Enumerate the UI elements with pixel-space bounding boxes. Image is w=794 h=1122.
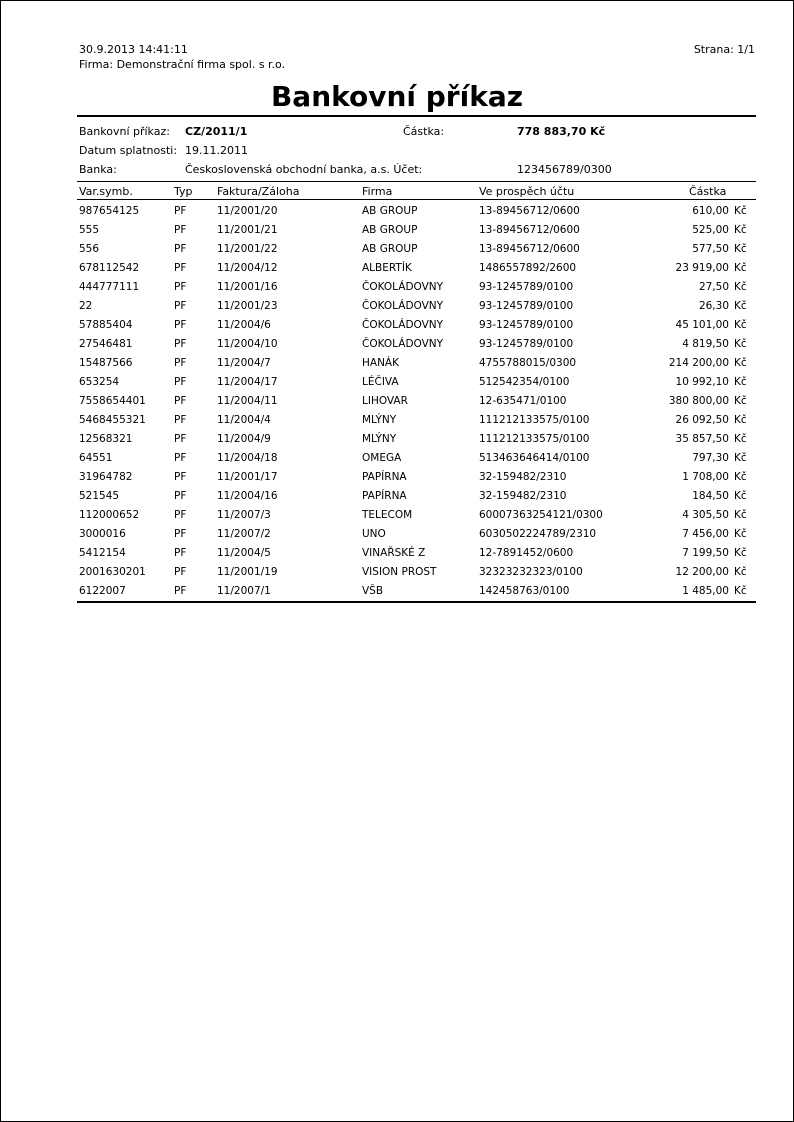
cell-invoice: 11/2004/12: [217, 262, 278, 274]
cell-currency: Kč: [734, 490, 747, 502]
bank-label: Banka:: [79, 163, 117, 176]
cell-firm: LIHOVAR: [362, 395, 408, 407]
cell-amount: 26,30: [698, 300, 729, 312]
cell-invoice: 11/2001/21: [217, 224, 278, 236]
cell-account: 32-159482/2310: [479, 490, 567, 502]
cell-account: 12-7891452/0600: [479, 547, 574, 559]
header-divider: [77, 199, 756, 200]
cell-type: PF: [174, 376, 187, 388]
cell-currency: Kč: [734, 376, 747, 388]
cell-account: 93-1245789/0100: [479, 338, 574, 350]
cell-currency: Kč: [734, 281, 747, 293]
cell-var-symb: 12568321: [79, 433, 133, 445]
cell-invoice: 11/2004/9: [217, 433, 271, 445]
cell-firm: VINAŘSKÉ Z: [362, 547, 426, 559]
cell-type: PF: [174, 585, 187, 597]
cell-currency: Kč: [734, 414, 747, 426]
cell-invoice: 11/2007/3: [217, 509, 271, 521]
cell-var-symb: 5412154: [79, 547, 126, 559]
col-header-amount: Částka: [689, 185, 727, 198]
cell-type: PF: [174, 528, 187, 540]
cell-firm: ALBERTÍK: [362, 262, 412, 274]
cell-account: 93-1245789/0100: [479, 319, 574, 331]
cell-firm: AB GROUP: [362, 224, 418, 236]
cell-account: 111212133575/0100: [479, 433, 590, 445]
cell-firm: ČOKOLÁDOVNY: [362, 319, 444, 331]
cell-currency: Kč: [734, 395, 747, 407]
cell-currency: Kč: [734, 509, 747, 521]
cell-type: PF: [174, 205, 187, 217]
cell-account: 32-159482/2310: [479, 471, 567, 483]
cell-currency: Kč: [734, 357, 747, 369]
cell-invoice: 11/2001/19: [217, 566, 278, 578]
cell-firm: VŠB: [362, 585, 384, 597]
cell-amount: 12 200,00: [675, 566, 729, 578]
order-label: Bankovní příkaz:: [79, 125, 170, 138]
cell-currency: Kč: [734, 262, 747, 274]
cell-amount: 380 800,00: [668, 395, 729, 407]
cell-amount: 35 857,50: [675, 433, 729, 445]
cell-type: PF: [174, 281, 187, 293]
cell-account: 60007363254121/0300: [479, 509, 603, 521]
cell-type: PF: [174, 471, 187, 483]
cell-invoice: 11/2004/10: [217, 338, 278, 350]
cell-amount: 4 305,50: [682, 509, 729, 521]
cell-amount: 184,50: [692, 490, 729, 502]
cell-currency: Kč: [734, 319, 747, 331]
cell-amount: 4 819,50: [682, 338, 729, 350]
cell-firm: AB GROUP: [362, 205, 418, 217]
cell-invoice: 11/2004/18: [217, 452, 278, 464]
cell-type: PF: [174, 300, 187, 312]
cell-var-symb: 57885404: [79, 319, 133, 331]
cell-invoice: 11/2007/1: [217, 585, 271, 597]
col-header-account: Ve prospěch účtu: [479, 185, 575, 198]
table-top-divider: [77, 181, 756, 182]
cell-invoice: 11/2001/16: [217, 281, 278, 293]
due-date: 19.11.2011: [185, 144, 248, 157]
cell-account: 13-89456712/0600: [479, 243, 580, 255]
cell-invoice: 11/2001/22: [217, 243, 278, 255]
cell-currency: Kč: [734, 300, 747, 312]
cell-type: PF: [174, 224, 187, 236]
table-bottom-divider: [77, 601, 756, 603]
cell-var-symb: 64551: [79, 452, 113, 464]
cell-amount: 26 092,50: [675, 414, 729, 426]
cell-amount: 27,50: [698, 281, 729, 293]
title-divider: [77, 115, 756, 117]
cell-firm: MLÝNY: [362, 433, 397, 445]
cell-currency: Kč: [734, 528, 747, 540]
cell-account: 4755788015/0300: [479, 357, 577, 369]
order-number: CZ/2011/1: [185, 125, 248, 138]
cell-type: PF: [174, 243, 187, 255]
cell-var-symb: 31964782: [79, 471, 133, 483]
page-indicator: [694, 43, 755, 56]
cell-var-symb: 5468455321: [79, 414, 146, 426]
cell-amount: 1 485,00: [682, 585, 729, 597]
cell-account: 93-1245789/0100: [479, 300, 574, 312]
cell-invoice: 11/2004/16: [217, 490, 278, 502]
cell-var-symb: 15487566: [79, 357, 133, 369]
cell-currency: Kč: [734, 205, 747, 217]
account-label: Účet:: [393, 163, 423, 176]
cell-var-symb: 3000016: [79, 528, 126, 540]
cell-amount: 7 199,50: [682, 547, 729, 559]
cell-firm: PAPÍRNA: [362, 490, 407, 502]
amount-label: Částka:: [403, 125, 445, 138]
cell-type: PF: [174, 452, 187, 464]
cell-invoice: 11/2007/2: [217, 528, 271, 540]
cell-amount: 214 200,00: [668, 357, 729, 369]
company-line: [79, 58, 285, 71]
cell-var-symb: 2001630201: [79, 566, 146, 578]
cell-currency: Kč: [734, 433, 747, 445]
cell-firm: PAPÍRNA: [362, 471, 407, 483]
cell-amount: 7 456,00: [682, 528, 729, 540]
cell-firm: UNO: [362, 528, 386, 540]
cell-invoice: 11/2001/17: [217, 471, 278, 483]
cell-var-symb: 555: [79, 224, 100, 236]
cell-var-symb: 987654125: [79, 205, 140, 217]
cell-type: PF: [174, 490, 187, 502]
cell-account: 32323232323/0100: [479, 566, 583, 578]
cell-currency: Kč: [734, 547, 747, 559]
cell-type: PF: [174, 338, 187, 350]
col-header-var-symb: Var.symb.: [79, 185, 133, 198]
cell-amount: 45 101,00: [675, 319, 729, 331]
cell-account: 142458763/0100: [479, 585, 570, 597]
cell-amount: 525,00: [692, 224, 729, 236]
cell-var-symb: 112000652: [79, 509, 140, 521]
cell-var-symb: 22: [79, 300, 93, 312]
col-header-firm: Firma: [362, 185, 393, 198]
col-header-type: Typ: [174, 185, 193, 198]
cell-type: PF: [174, 566, 187, 578]
bank-line: [185, 163, 422, 176]
page-title: Bankovní příkaz: [270, 80, 524, 113]
cell-account: 13-89456712/0600: [479, 205, 580, 217]
cell-amount: 797,30: [692, 452, 729, 464]
cell-invoice: 11/2004/4: [217, 414, 271, 426]
col-header-invoice: Faktura/Záloha: [217, 185, 300, 198]
bank-account: 123456789/0300: [517, 163, 612, 176]
cell-amount: 610,00: [692, 205, 729, 217]
cell-invoice: 11/2004/7: [217, 357, 271, 369]
due-date-label: Datum splatnosti:: [79, 144, 178, 157]
page-number: 1/1: [737, 43, 755, 56]
cell-account: 6030502224789/2310: [479, 528, 597, 540]
cell-var-symb: 653254: [79, 376, 120, 388]
cell-var-symb: 6122007: [79, 585, 126, 597]
cell-type: PF: [174, 509, 187, 521]
cell-type: PF: [174, 319, 187, 331]
cell-currency: Kč: [734, 452, 747, 464]
cell-account: 12-635471/0100: [479, 395, 567, 407]
cell-amount: 10 992,10: [675, 376, 729, 388]
cell-invoice: 11/2004/17: [217, 376, 278, 388]
cell-currency: Kč: [734, 585, 747, 597]
cell-type: PF: [174, 414, 187, 426]
cell-firm: ČOKOLÁDOVNY: [362, 300, 444, 312]
cell-var-symb: 27546481: [79, 338, 133, 350]
cell-var-symb: 556: [79, 243, 100, 255]
cell-currency: Kč: [734, 224, 747, 236]
cell-var-symb: 7558654401: [79, 395, 146, 407]
cell-invoice: 11/2004/11: [217, 395, 278, 407]
bank-name: Československá obchodní banka, a.s.: [185, 163, 390, 176]
cell-var-symb: 444777111: [79, 281, 140, 293]
cell-amount: 23 919,00: [675, 262, 729, 274]
cell-account: 111212133575/0100: [479, 414, 590, 426]
cell-firm: AB GROUP: [362, 243, 418, 255]
cell-firm: LÉČIVA: [362, 376, 399, 388]
cell-account: 512542354/0100: [479, 376, 570, 388]
print-timestamp: 30.9.2013 14:41:11: [79, 43, 188, 56]
cell-var-symb: 521545: [79, 490, 120, 502]
company-label: Firma:: [79, 58, 114, 71]
cell-account: 13-89456712/0600: [479, 224, 580, 236]
cell-account: 1486557892/2600: [479, 262, 577, 274]
cell-firm: VISION PROST: [362, 566, 437, 578]
cell-invoice: 11/2001/23: [217, 300, 278, 312]
cell-invoice: 11/2004/6: [217, 319, 271, 331]
cell-currency: Kč: [734, 338, 747, 350]
cell-type: PF: [174, 262, 187, 274]
company-name: Demonstrační firma spol. s r.o.: [116, 58, 286, 71]
cell-firm: MLÝNY: [362, 414, 397, 426]
cell-account: 513463646414/0100: [479, 452, 590, 464]
cell-firm: OMEGA: [362, 452, 402, 464]
cell-type: PF: [174, 547, 187, 559]
cell-firm: HANÁK: [362, 357, 400, 369]
cell-type: PF: [174, 395, 187, 407]
cell-type: PF: [174, 357, 187, 369]
cell-amount: 1 708,00: [682, 471, 729, 483]
cell-currency: Kč: [734, 243, 747, 255]
cell-invoice: 11/2004/5: [217, 547, 271, 559]
cell-invoice: 11/2001/20: [217, 205, 278, 217]
total-amount: 778 883,70 Kč: [517, 125, 606, 138]
cell-currency: Kč: [734, 566, 747, 578]
cell-var-symb: 678112542: [79, 262, 140, 274]
cell-firm: ČOKOLÁDOVNY: [362, 281, 444, 293]
cell-type: PF: [174, 433, 187, 445]
page-label: Strana:: [693, 43, 734, 56]
cell-currency: Kč: [734, 471, 747, 483]
cell-firm: ČOKOLÁDOVNY: [362, 338, 444, 350]
cell-firm: TELECOM: [362, 509, 413, 521]
cell-amount: 577,50: [692, 243, 729, 255]
cell-account: 93-1245789/0100: [479, 281, 574, 293]
